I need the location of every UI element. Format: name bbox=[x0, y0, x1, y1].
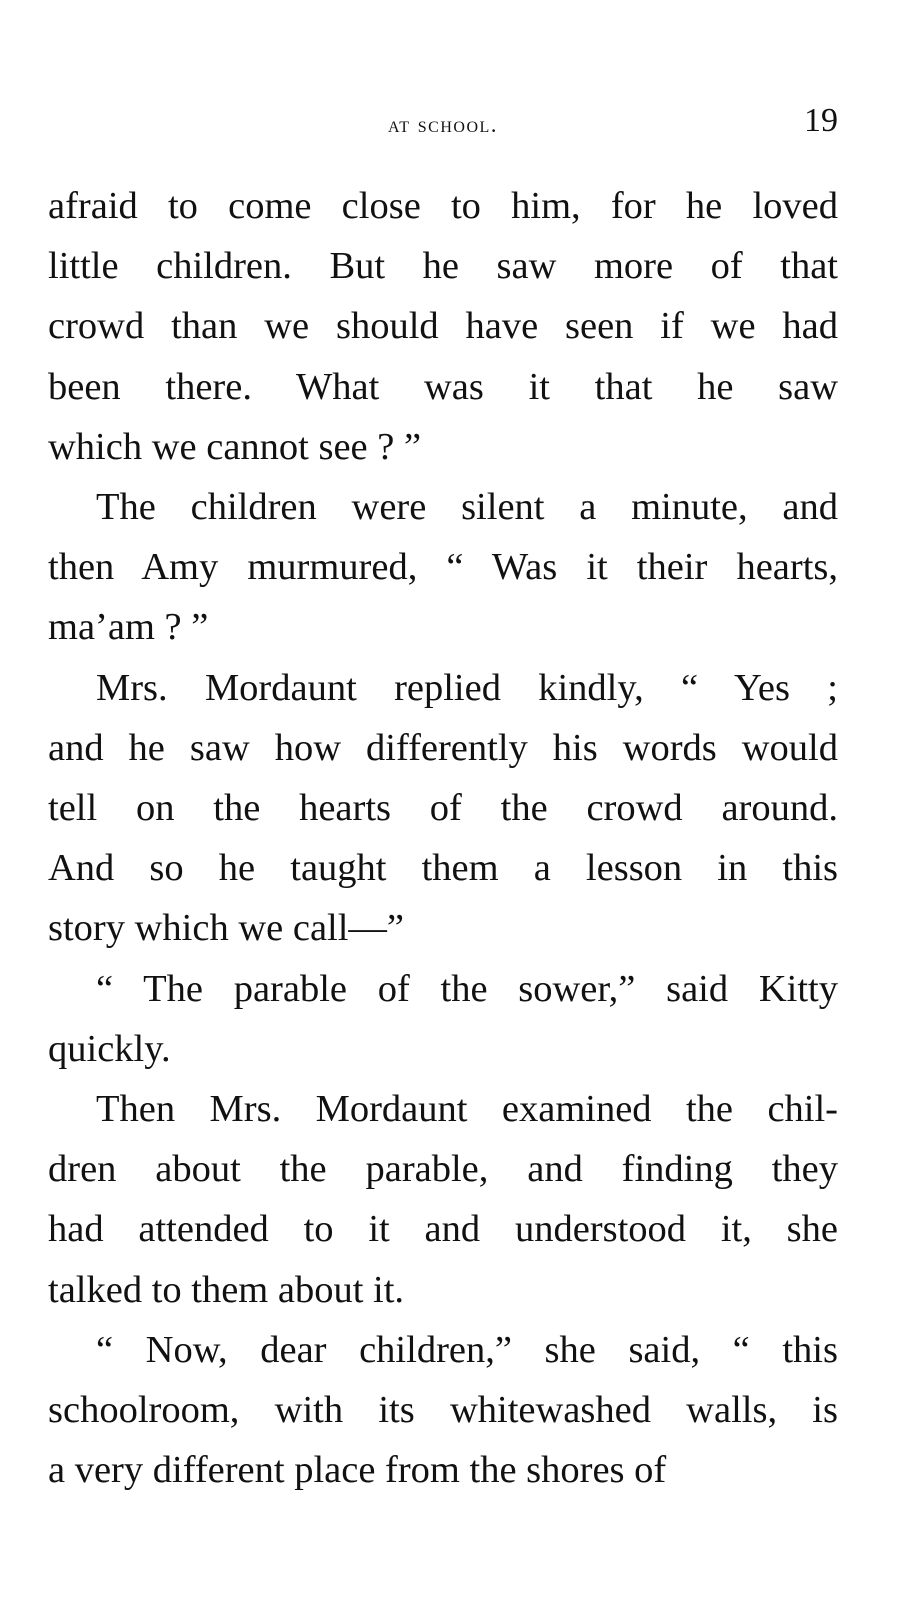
text-line: dren about the parable, and finding they bbox=[48, 1148, 838, 1191]
text-line: “ Now, dear children,” she said, “ this bbox=[96, 1328, 838, 1371]
text-line: story which we call—” bbox=[48, 907, 405, 950]
text-line: tell on the hearts of the crowd around. bbox=[48, 787, 838, 830]
text-line: crowd than we should have seen if we had bbox=[48, 305, 838, 348]
text-line: Then Mrs. Mordaunt examined the chil- bbox=[96, 1088, 838, 1131]
text-line: The children were silent a minute, and bbox=[96, 486, 838, 529]
page-number: 19 bbox=[804, 102, 838, 139]
running-head bbox=[48, 100, 838, 144]
text-line: which we cannot see ? ” bbox=[48, 425, 422, 468]
text-line: and he saw how differently his words would bbox=[48, 726, 838, 769]
paragraph bbox=[48, 477, 838, 658]
paragraph bbox=[48, 658, 838, 959]
text-line: And so he taught them a lesson in this bbox=[48, 847, 838, 890]
text-line: quickly. bbox=[48, 1027, 171, 1070]
paragraph bbox=[48, 1079, 838, 1320]
text-line: had attended to it and understood it, she bbox=[48, 1208, 838, 1251]
paragraph bbox=[48, 1320, 838, 1501]
text-line: then Amy murmured, “ Was it their hearts, bbox=[48, 546, 838, 589]
text-line: schoolroom, with its whitewashed walls, is bbox=[48, 1389, 838, 1432]
paragraph bbox=[48, 176, 838, 477]
text-line: little children. But he saw more of that bbox=[48, 245, 838, 288]
paragraph bbox=[48, 959, 838, 1079]
text-line: Mrs. Mordaunt replied kindly, “ Yes ; bbox=[96, 666, 838, 709]
body-text bbox=[48, 176, 838, 1500]
text-line: ma’am ? ” bbox=[48, 606, 209, 649]
text-line: afraid to come close to him, for he loved bbox=[48, 185, 838, 227]
text-line: talked to them about it. bbox=[48, 1268, 405, 1311]
text-line: a very different place from the shores of bbox=[48, 1449, 667, 1492]
text-line: “ The parable of the sower,” said Kitty bbox=[96, 967, 838, 1010]
text-line: been there. What was it that he saw bbox=[48, 365, 838, 408]
running-title: at school. bbox=[387, 112, 499, 137]
